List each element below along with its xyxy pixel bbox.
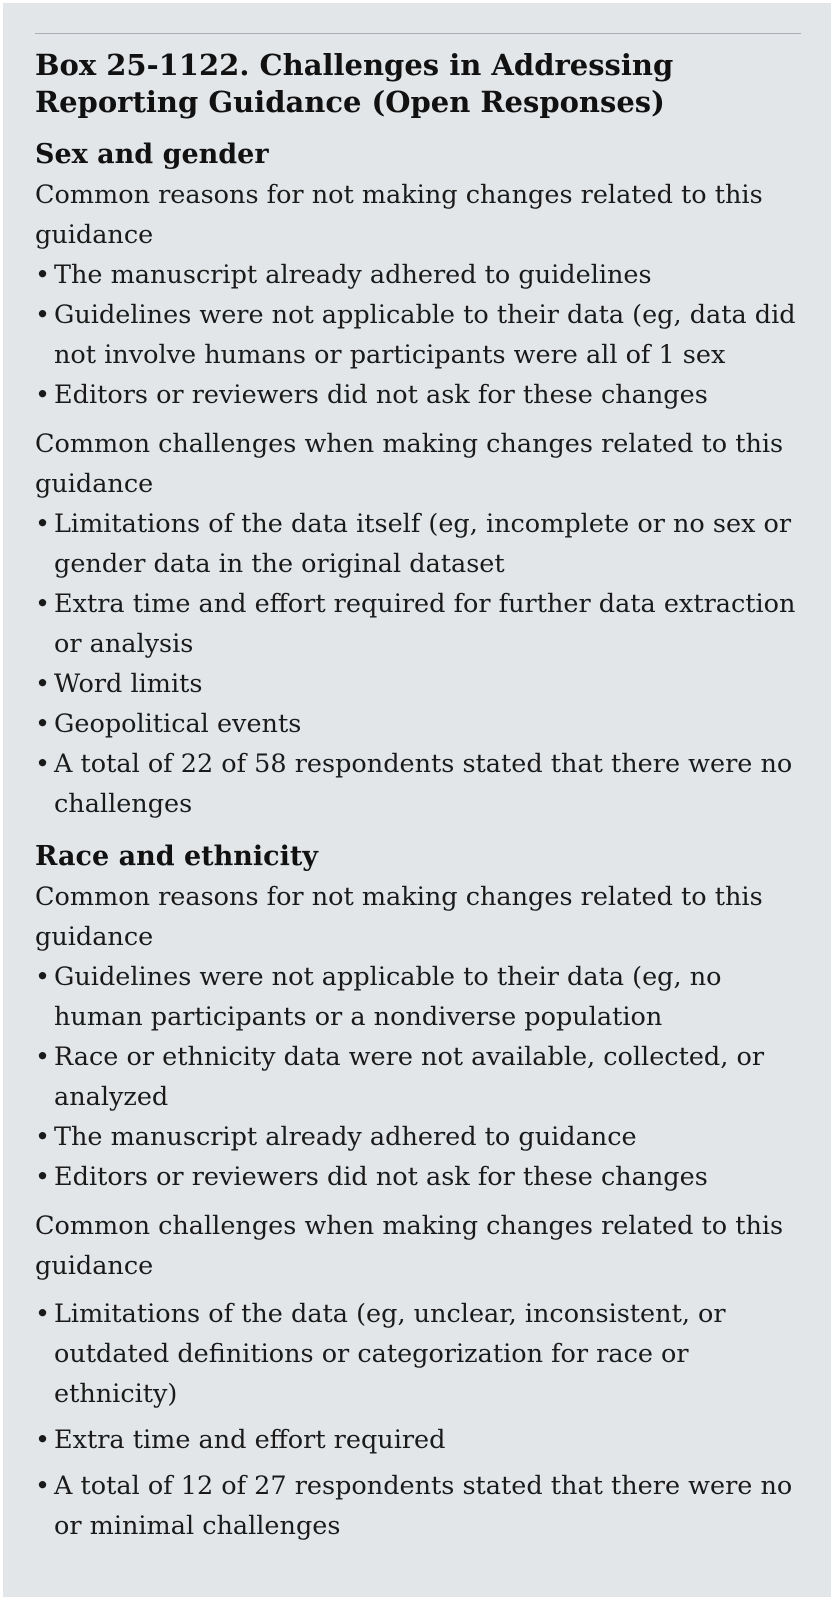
list-item: • Geopolitical events [35,704,810,744]
group-intro: Common challenges when making changes related to this guidance [35,1211,784,1281]
group-intro: Common challenges when making changes related to this guidance [35,429,784,499]
list-item: • Editors or reviewers did not ask for these changes [35,375,810,415]
bullet-list [35,255,810,415]
bullet-list [35,504,810,824]
list-item: • Limitations of the data (eg, unclear, inconsistent, or outdated definitions or categorization for race or ethnicity) [35,1294,810,1414]
list-item: • Guidelines were not applicable to their data (eg, no human participants or a nondiverse population [35,957,810,1037]
list-item: • The manuscript already adhered to guidelines [35,255,810,295]
bullet-list [35,1294,810,1546]
section-heading: Race and ethnicity [35,841,318,872]
list-item: • Editors or reviewers did not ask for these changes [35,1157,810,1197]
box-content [35,135,810,1546]
list-item: • Race or ethnicity data were not available, collected, or analyzed [35,1037,810,1117]
list-item: • A total of 12 of 27 respondents stated that there were no or minimal challenges [35,1466,810,1546]
list-item: • A total of 22 of 58 respondents stated that there were no challenges [35,744,810,824]
list-item: • Limitations of the data itself (eg, incomplete or no sex or gender data in the original dataset [35,504,810,584]
guidance-challenges-box [3,3,831,1597]
box-title: Box 25-1122. Challenges in Addressing Reporting Guidance (Open Responses) [35,48,674,119]
section-heading: Sex and gender [35,139,269,170]
list-item: • Word limits [35,664,810,704]
list-item: • Extra time and effort required [35,1420,810,1460]
group-intro: Common reasons for not making changes related to this guidance [35,882,763,952]
bullet-list [35,957,810,1197]
list-item: • The manuscript already adhered to guidance [35,1117,810,1157]
group-intro: Common reasons for not making changes related to this guidance [35,180,763,250]
list-item: • Guidelines were not applicable to their data (eg, data did not involve humans or participants were all of 1 sex [35,295,810,375]
section-race-and-ethnicity [35,837,810,1546]
section-sex-and-gender [35,135,810,824]
top-rule-divider [35,33,801,34]
list-item: • Extra time and effort required for further data extraction or analysis [35,584,810,664]
